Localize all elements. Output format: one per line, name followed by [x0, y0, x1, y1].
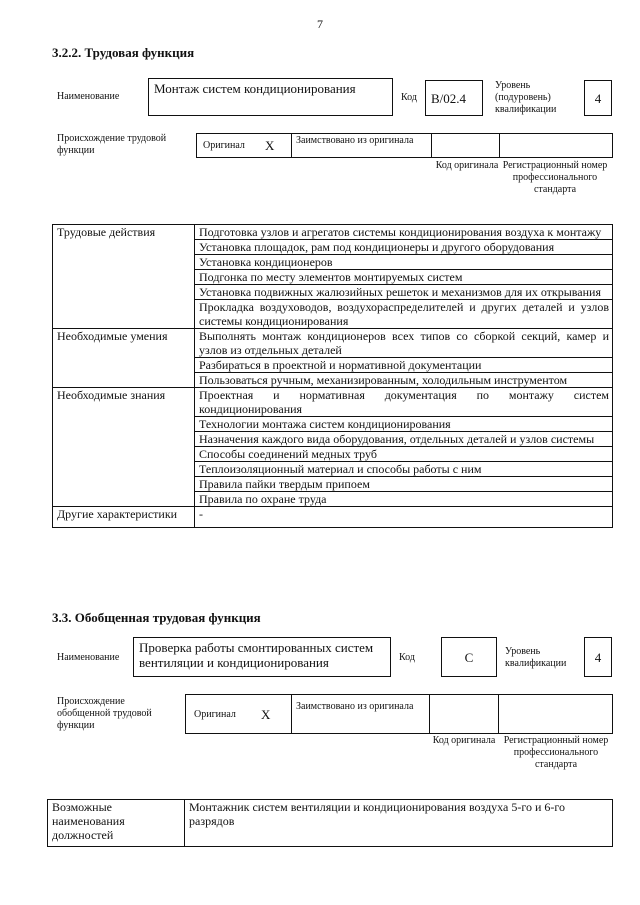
table-row — [48, 800, 613, 847]
row-title: Другие характеристики — [53, 507, 195, 528]
name-label: Наименование — [57, 652, 120, 663]
row-title: Необходимые умения — [53, 329, 195, 388]
job-titles-value: Монтажник систем вентиляции и кондиционирования воздуха 5-го и 6-го разрядов — [185, 800, 613, 847]
code-label: Код — [401, 92, 417, 103]
origin-label: Происхождение трудовой функции — [57, 133, 167, 156]
level-value: 4 — [594, 650, 602, 665]
origin-label: Происхождение обобщенной трудовой функции — [57, 696, 152, 731]
list-item: Установка подвижных жалюзийных решеток и механизмов для их открывания — [195, 285, 613, 300]
labor-function-table — [52, 224, 613, 528]
original-mark: X — [261, 707, 271, 722]
borrowed-label: Заимствовано из оригинала — [296, 701, 414, 712]
list-item: Разбираться в проектной и нормативной документации — [195, 358, 613, 373]
function-name-value: Монтаж систем кондиционирования — [154, 81, 356, 96]
list-item: Пользоваться ручным, механизированным, холодильным инструментом — [195, 373, 613, 388]
row-title: Трудовые действия — [53, 225, 195, 329]
list-item: Технологии монтажа систем кондиционирования — [195, 417, 613, 432]
generalized-function-name-field — [133, 637, 391, 677]
divider — [291, 695, 292, 733]
level-label: Уровень (подуровень) квалификации — [495, 80, 557, 115]
list-item: Способы соединений медных труб — [195, 447, 613, 462]
list-item: Подгонка по месту элементов монтируемых систем — [195, 270, 613, 285]
list-item: Установка кондиционеров — [195, 255, 613, 270]
page-number: 7 — [317, 17, 323, 31]
code-value: В/02.4 — [431, 91, 467, 106]
level-field — [584, 637, 612, 677]
list-item: Теплоизоляционный материал и способы работы с ним — [195, 462, 613, 477]
divider — [499, 134, 500, 157]
divider — [291, 134, 292, 157]
reg-number-caption: Регистрационный номер профессионального стандарта — [502, 160, 608, 195]
table-row — [53, 388, 613, 417]
level-value: 4 — [594, 91, 602, 106]
job-titles-label: Возможные наименования должностей — [48, 800, 185, 847]
list-item: Прокладка воздуховодов, воздухораспределителей и других деталей и узлов системы кондиционирования — [195, 300, 613, 329]
origin-table — [196, 133, 613, 158]
orig-code-caption: Код оригинала — [435, 160, 499, 171]
list-item: Правила пайки твердым припоем — [195, 477, 613, 492]
list-item: Установка площадок, рам под кондиционеры и другого оборудования — [195, 240, 613, 255]
original-label: Оригинал — [194, 709, 236, 720]
divider — [431, 134, 432, 157]
level-label: Уровень квалификации — [505, 646, 567, 669]
list-item: Назначения каждого вида оборудования, отдельных деталей и узлов системы — [195, 432, 613, 447]
job-titles-table — [47, 799, 613, 847]
function-name-field — [148, 78, 393, 116]
section-heading-3-3: 3.3. Обобщенная трудовая функция — [52, 610, 261, 625]
original-label: Оригинал — [203, 140, 245, 151]
code-field — [441, 637, 497, 677]
divider — [498, 695, 499, 733]
row-title: Необходимые знания — [53, 388, 195, 507]
original-mark: X — [265, 138, 275, 153]
divider — [429, 695, 430, 733]
table-row — [53, 329, 613, 358]
list-item: Выполнять монтаж кондиционеров всех типов со сборкой секций, камер и узлов из отдельных деталей — [195, 329, 613, 358]
reg-number-caption: Регистрационный номер профессионального стандарта — [503, 735, 609, 770]
list-item: Проектная и нормативная документация по монтажу систем кондиционирования — [195, 388, 613, 417]
orig-code-caption: Код оригинала — [432, 735, 496, 746]
list-item: - — [195, 507, 613, 528]
code-value: С — [464, 650, 474, 665]
generalized-function-name-value: Проверка работы смонтированных систем вентиляции и кондиционирования — [139, 640, 374, 670]
level-field — [584, 80, 612, 116]
origin-table — [185, 694, 613, 734]
code-label: Код — [399, 652, 415, 663]
table-row — [53, 225, 613, 240]
section-heading-3-2-2: 3.2.2. Трудовая функция — [52, 45, 195, 60]
table-row — [53, 507, 613, 528]
code-field — [425, 80, 483, 116]
borrowed-label: Заимствовано из оригинала — [296, 135, 414, 146]
list-item: Правила по охране труда — [195, 492, 613, 507]
name-label: Наименование — [57, 91, 120, 102]
list-item: Подготовка узлов и агрегатов системы кондиционирования воздуха к монтажу — [195, 225, 613, 240]
